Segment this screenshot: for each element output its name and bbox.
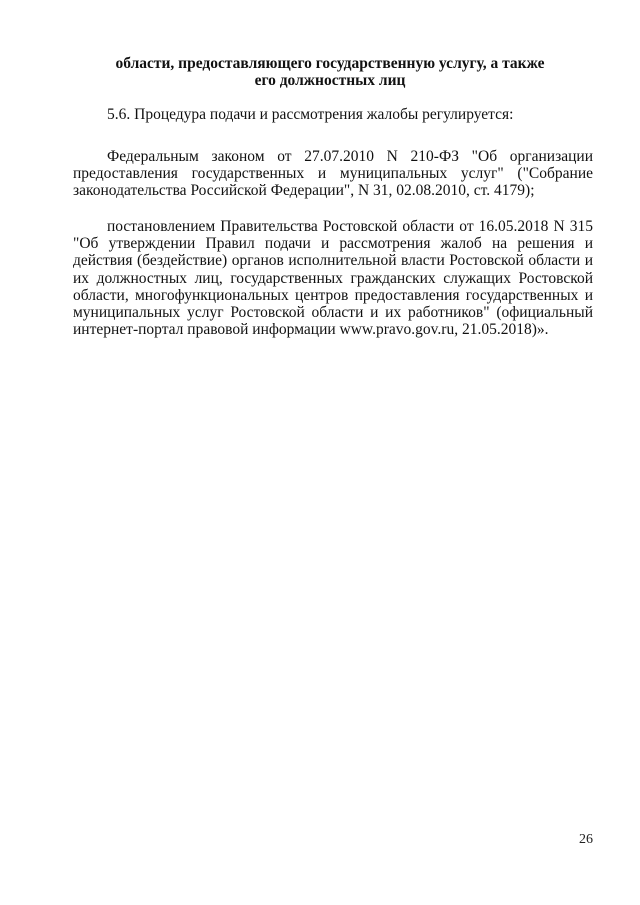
heading-line-2: его должностных лиц xyxy=(254,72,406,89)
paragraph-federal-law: Федеральным законом от 27.07.2010 N 210-ФЗ "Об организации предоставления государственных и муниципальных услуг" ("Собрание законодательства Российской Федерации", N 31, 02.08.2010, ст. 4179); xyxy=(73,148,593,200)
paragraph-regional-decree: постановлением Правительства Ростовской области от 16.05.2018 N 315 "Об утверждении Правил подачи и рассмотрения жалоб на решения и действия (бездействие) органов исполнительной власти Ростовской области и их должностных лиц, государственных гражданских служащих Ростовской области, многофункциональных центров предоставления государственных и муниципальных услуг Ростовской области и их работников" (официальный интернет-портал правовой информации www.pravo.gov.ru, 21.05.2018)». xyxy=(73,218,593,339)
page-number: 26 xyxy=(579,832,593,847)
paragraph-5-6: 5.6. Процедура подачи и рассмотрения жалобы регулируется: xyxy=(107,106,514,123)
section-heading xyxy=(100,55,560,89)
heading-line-1: области, предоставляющего государственную услугу, а также xyxy=(115,55,545,72)
